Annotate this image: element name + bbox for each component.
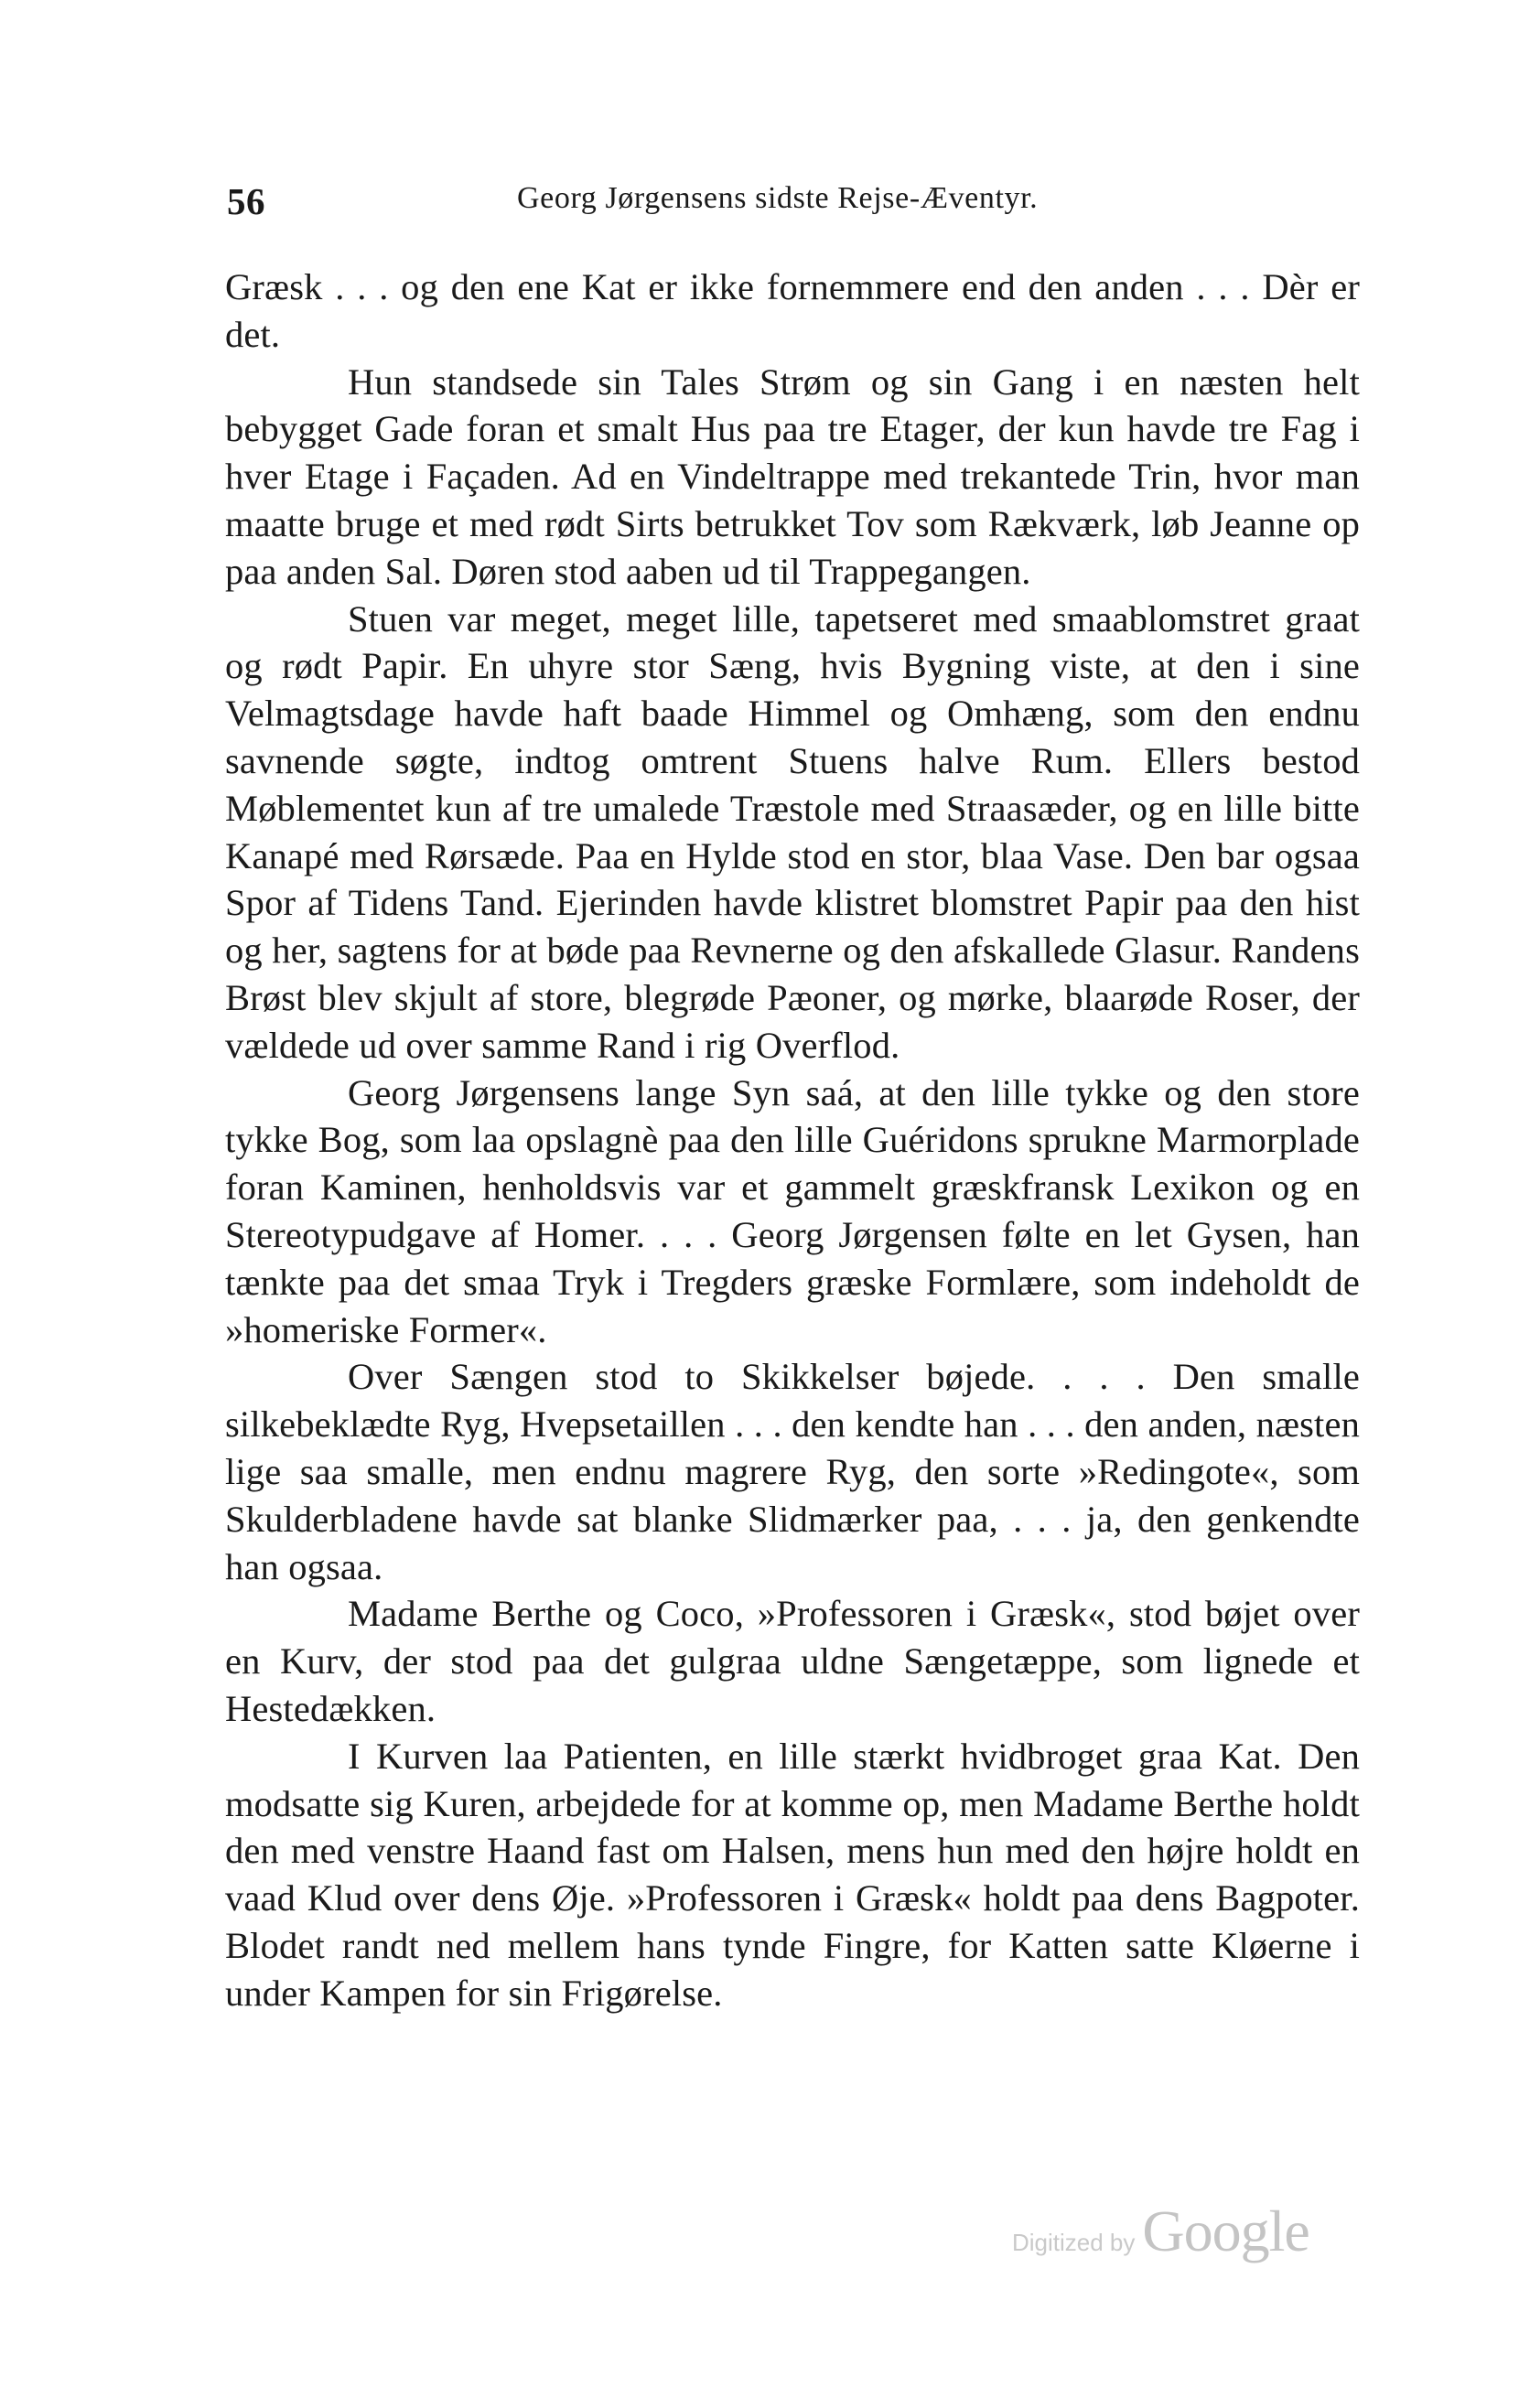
paragraph: Madame Berthe og Coco, »Professoren i Græsk«, stod bøjet over en Kurv, der stod paa det gulgraa uldne Sængetæppe, som lignede et Hestedækken. <box>225 1593 1360 1729</box>
paragraph: Hun standsede sin Tales Strøm og sin Gang i en næsten helt bebygget Gade foran et smalt Hus paa tre Etager, der kun havde tre Fag i hver Etage i Façaden. Ad en Vindeltrappe med trekantede Trin, hvor man maatte bruge et med rødt Sirts betrukket Tov som Rækværk, løb Jeanne op paa anden Sal. Døren stod aaben ud til Trappegangen. <box>225 360 1360 592</box>
digitized-by-watermark <box>1012 2198 1309 2265</box>
paragraph: Over Sængen stod to Skikkelser bøjede. . . . Den smalle silkebeklædte Ryg, Hvepsetaillen . . . den kendte han . . . den anden, næsten lige saa smalle, men endnu magrere Ryg, den sorte »Redingote«, som Skulderbladene havde sat blanke Slidmærker paa, . . . ja, den genkendte han ogsaa. <box>225 1356 1360 1587</box>
page-number: 56 <box>227 180 265 222</box>
running-title: Georg Jørgensens sidste Rejse-Æventyr. <box>517 181 1039 215</box>
paragraph: I Kurven laa Patienten, en lille stærkt hvidbroget graa Kat. Den modsatte sig Kuren, arbejdede for at komme op, men Madame Berthe holdt den med venstre Haand fast om Halsen, mens hun med den højre holdt en vaad Klud over dens Øje. »Professoren i Græsk« holdt paa dens Bagpoter. Blodet randt ned mellem hans tynde Fingre, for Katten satte Kløerne i under Kampen for sin Frigørelse. <box>225 1735 1360 2014</box>
watermark-prefix: Digitized by <box>1012 2229 1136 2256</box>
paragraph: Georg Jørgensens lange Syn saá, at den lille tykke og den store tykke Bog, som laa opslagnè paa den lille Guéridons sprukne Marmorplade foran Kaminen, henholdsvis var et gammelt græskfransk Lexikon og en Stereotypudgave af Homer. . . . Georg Jørgensen følte en let Gysen, han tænkte paa det smaa Tryk i Tregders græske Formlære, som indeholdt de »homeriske Former«. <box>225 1071 1360 1350</box>
body-text <box>225 263 1360 2016</box>
google-logo: Google <box>1142 2198 1309 2263</box>
paragraph: Stuen var meget, meget lille, tapetseret med smaablomstret graat og rødt Papir. En uhyre stor Sæng, hvis Bygning viste, at den i sine Velmagtsdage havde haft baade Himmel og Omhæng, som den endnu savnende søgte, indtog omtrent Stuens halve Rum. Ellers bestod Møblementet kun af tre umalede Træstole med Straasæder, og en lille bitte Kanapé med Rørsæde. Paa en Hylde stod en stor, blaa Vase. Den bar ogsaa Spor af Tidens Tand. Ejerinden havde klistret blomstret Papir paa den hist og her, sagtens for at bøde paa Revnerne og den afskallede Glasur. Randens Brøst blev skjult af store, blegrøde Pæoner, og mørke, blaarøde Roser, der vældede ud over samme Rand i rig Overflod. <box>225 597 1360 1066</box>
paragraph: Græsk . . . og den ene Kat er ikke fornemmere end den anden . . . Dèr er det. <box>225 266 1360 355</box>
